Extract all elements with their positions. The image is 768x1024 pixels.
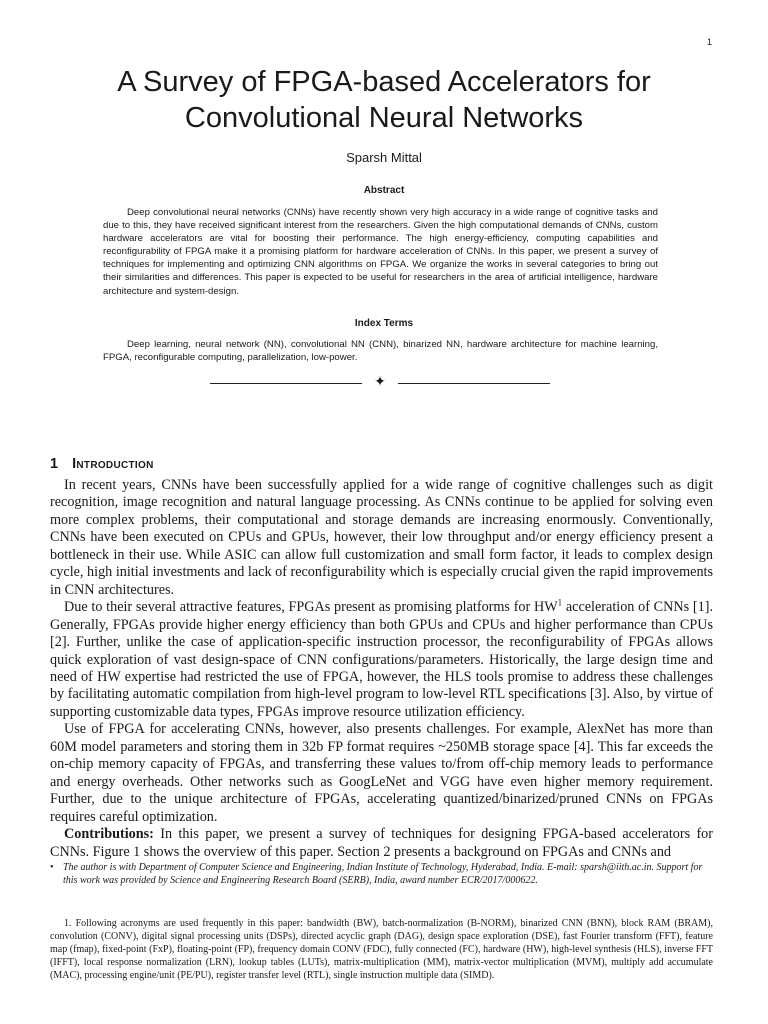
index-terms-text: Deep learning, neural network (NN), convolutional NN (CNN), binarized NN, hardware architecture for machine learning, FPGA, reconfigurable computing, parallelization, low-power. <box>103 339 658 364</box>
page-number: 1 <box>706 37 712 47</box>
paragraph-2 <box>50 599 713 721</box>
divider-line-right <box>398 383 550 384</box>
title-line-2: Convolutional Neural Networks <box>184 102 584 134</box>
body-text <box>50 477 713 861</box>
section-number: 1 <box>50 456 59 472</box>
abstract-heading: Abstract <box>363 185 405 196</box>
contributions-label: Contributions: <box>64 826 154 843</box>
paragraph-4-text: In this paper, we present a survey of techniques for designing FPGA-based accelerators for CNNs. Figure 1 shows the overview of this paper. Section 2 presents a background on FPGAs and CNNs and <box>50 826 713 860</box>
author-footnote-text: The author is with Department of Computer Science and Engineering, Indian Institute of Technology, Hyderabad, India. E-mail: sparsh@iith.ac.in. Support for this work was provided by Science and Engineering Research Board (SERB), India, award number ECR/2017/000622. <box>63 862 703 886</box>
paragraph-2-start: Due to their several attractive features, FPGAs present as promising platforms for HW <box>64 599 558 616</box>
author-name: Sparsh Mittal <box>346 150 422 165</box>
paper-title <box>0 64 768 136</box>
footnote-ref-1[interactable]: 1 <box>557 597 563 608</box>
paragraph-1: In recent years, CNNs have been successfully applied for a wide range of cognitive challenges such as digit recognition, image recognition and natural language processing. As CNNs continue to be applied for solving even more complex problems, their computational and storage demands are increasing enormously. Conventionally, CNNs have been executed on CPUs and GPUs, however, their low throughput and/or energy efficiency present a bottleneck in their use. While ASIC can allow full customization and small form factor, it leads to complex design cycle, high initial investments and lack of reconfigurability which is especially crucial given the rapid improvements in CNN architectures. <box>50 477 713 598</box>
title-line-1: A Survey of FPGA-based Accelerators for <box>117 66 651 98</box>
divider-ornament: ✦ <box>374 375 386 390</box>
paragraph-2-end: acceleration of CNNs [1]. Generally, FPGAs provide higher energy efficiency than both GPUs and CPUs and higher performance than CPUs [2]. Further, unlike the case of application-specific instruction processor, the reconfigurability of FPGAs allows quick exploration of vast design-space of CNN configurations/parameters. Historically, the large design time and need of HW expertise had restricted the use of FPGA, however, the HLS tools promise to address these challenges by facilitating automatic compilation from high-level program to low-level RTL specifications [3]. Also, by virtue of supporting customizable data types, FPGAs improve resource utilization efficiency. <box>50 599 713 720</box>
author-footnote <box>50 861 713 887</box>
acronym-footnote: 1. Following acronyms are used frequently in this paper: bandwidth (BW), batch-normalization (B-NORM), binarized CNN (BNN), block RAM (BRAM), convolution (CONV), digital signal processing units (DSPs), directed acyclic graph (DAG), design space exploration (DSE), fast Fourier transform (FFT), feature map (fmap), fixed-point (FxP), floating-point (FP), frequency domain CONV (FDC), fully connected (FC), hardware (HW), high-level synthesis (HLS), inverse FFT (IFFT), local response normalization (LRN), lookup tables (LUTs), matrix-multiplication (MM), matrix-vector multiplication (MVM), multiply add accumulate (MAC), processing engine/unit (PE/PU), register transfer level (RTL), single instruction multiple data (SIMD). <box>50 918 713 982</box>
index-terms-heading: Index Terms <box>354 318 414 329</box>
abstract-text: Deep convolutional neural networks (CNNs) have recently shown very high accuracy in a wide range of cognitive tasks and due to this, they have received significant interest from the researchers. Given the high computational demands of CNNs, custom hardware accelerators are vital for boosting their performance. The high energy-efficiency, computing capabilities and reconfigurability of FPGA make it a promising platform for hardware acceleration of CNNs. In this paper, we present a survey of techniques for implementing and optimizing CNN algorithms on FPGA. We organize the works in several categories to bring out their similarities and differences. This paper is expected to be useful for researchers in the area of artificial intelligence, hardware architecture and system-design. <box>103 207 658 297</box>
divider-line-left <box>210 383 362 384</box>
paragraph-3: Use of FPGA for accelerating CNNs, however, also presents challenges. For example, AlexNet has more than 60M model parameters and storing them in 32b FP format requires ~250MB storage space [4]. This far exceeds the on-chip memory capacity of FPGAs, and transferring these values to/from off-chip memory leads to performance and energy overheads. Other networks such as GoogLeNet and VGG have even higher memory requirement. Further, due to the unique architecture of FPGAs, accelerating quantized/binarized/pruned CNNs on FPGAs requires careful optimization. <box>50 721 713 825</box>
section-title: Introduction <box>72 456 154 472</box>
paragraph-4 <box>50 826 713 861</box>
footnote-bullet: • <box>50 862 54 873</box>
section-heading <box>50 456 154 472</box>
section-divider <box>210 376 550 390</box>
